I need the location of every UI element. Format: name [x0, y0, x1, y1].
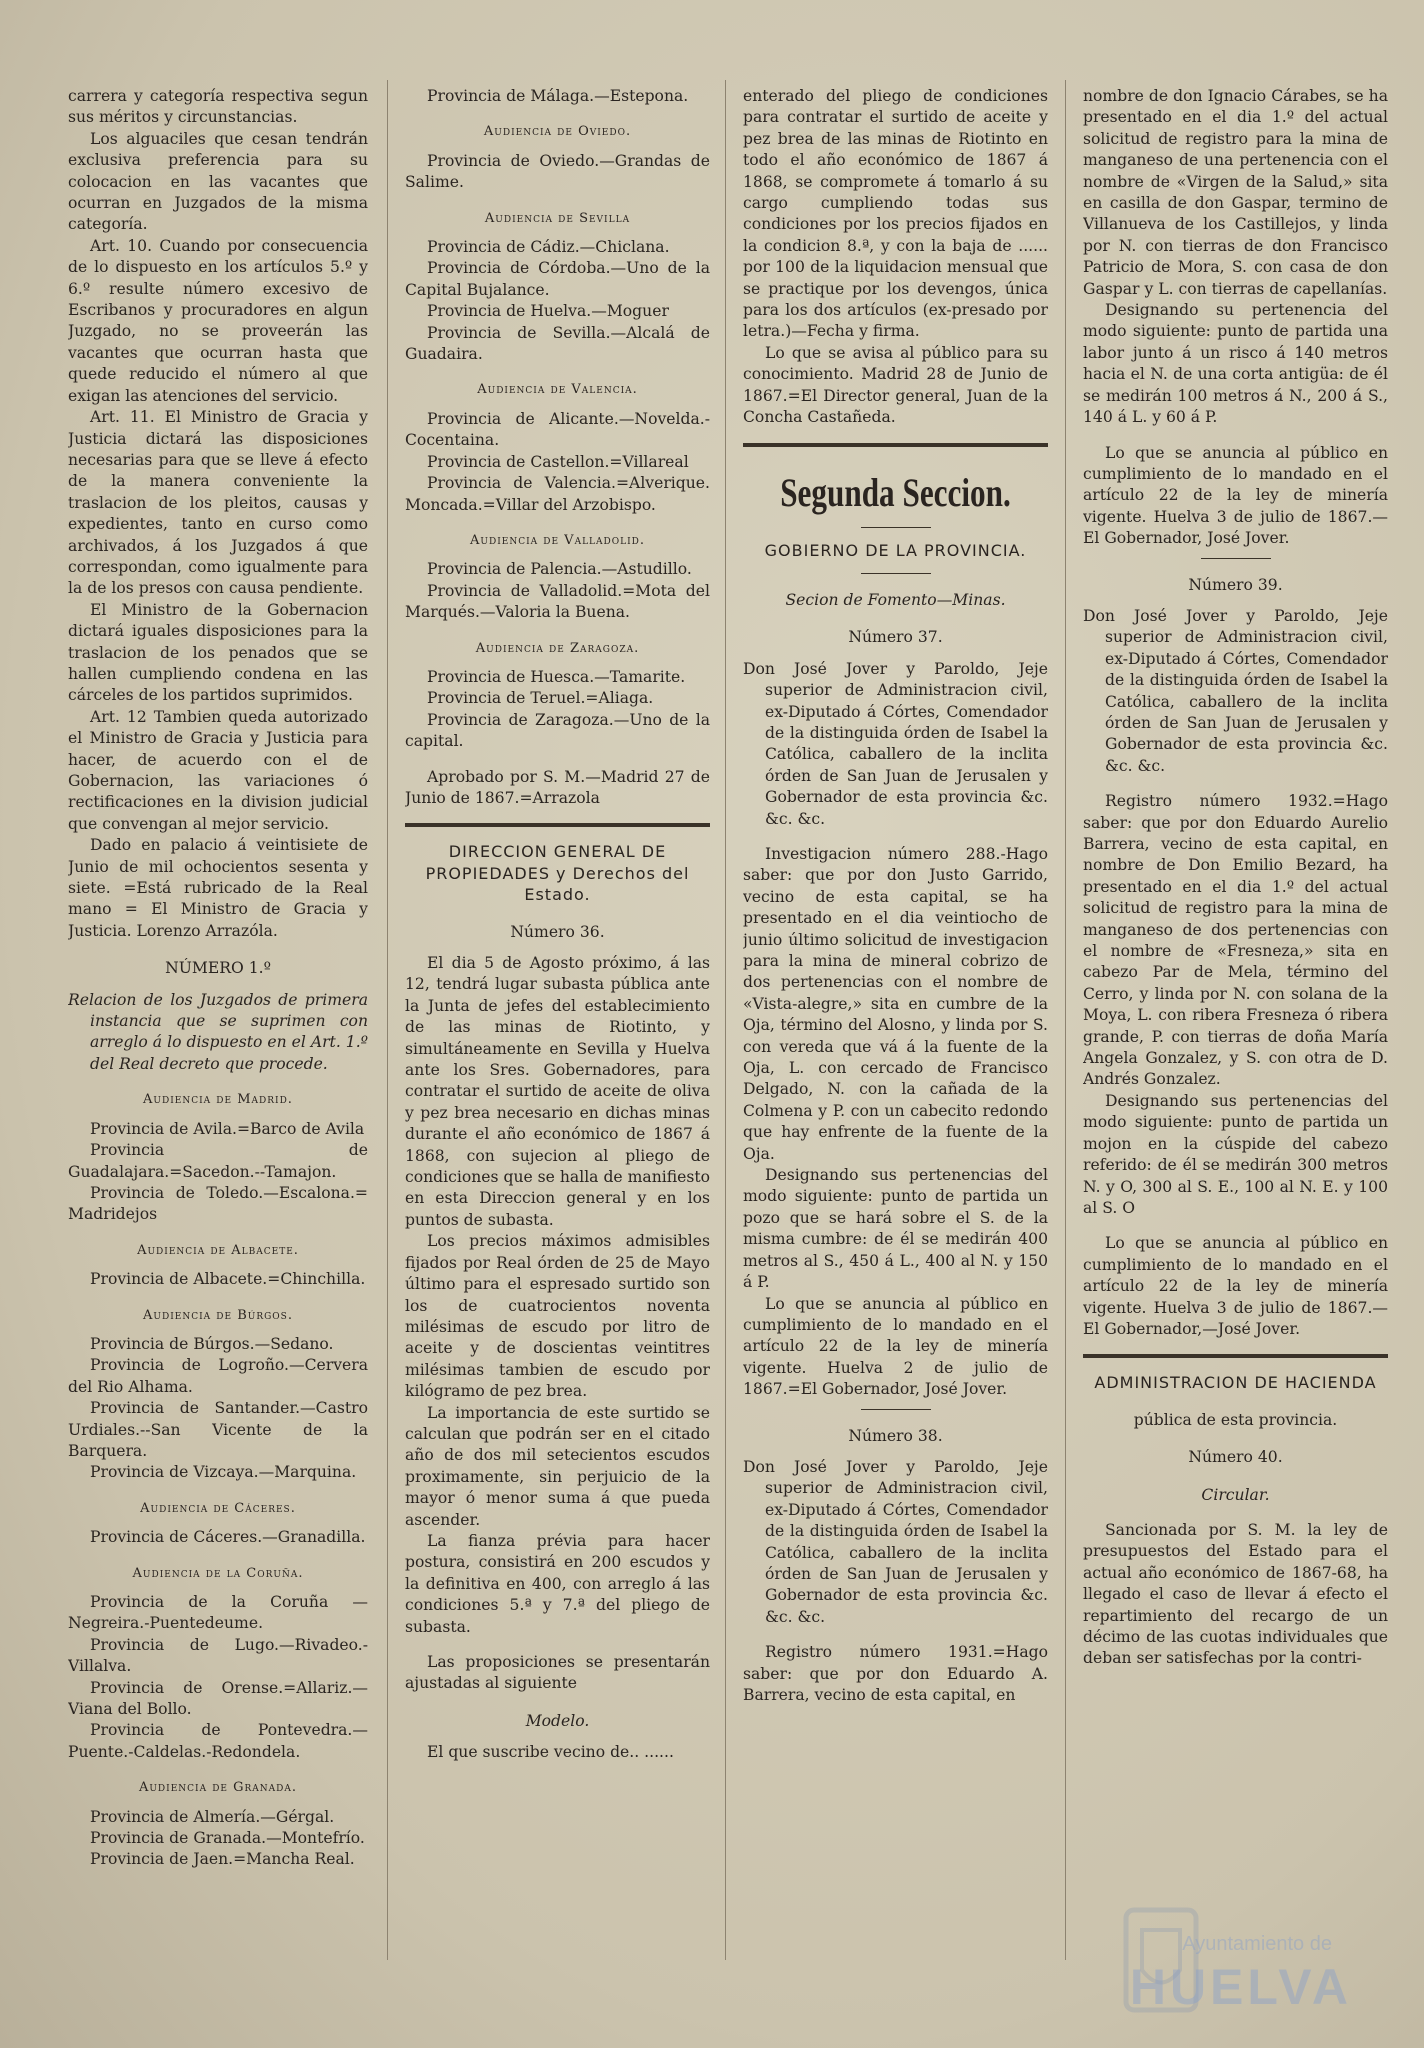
- column-divider: [1065, 80, 1066, 1960]
- paragraph: Aprobado por S. M.—Madrid 27 de Junio de 1867.=Arrazola: [405, 767, 710, 807]
- section-heading: Modelo.: [525, 1711, 590, 1730]
- paragraph: Designando sus pertenencias del modo siguiente: punto de partida un pozo que se hará sobre el S. de la misma cumbre: de él se medirán 400 metros al S., 450 á L., 400 al N. y 150 á P.: [743, 1166, 1048, 1292]
- paragraph: Art. 12 Tambien queda autorizado el Ministro de Gracia y Justicia para hacer, de acuerdo con el de Gobernacion, las variaciones ó rectificaciones en la division judicial que convengan al mejor servicio.: [68, 707, 368, 833]
- watermark-line-1: Ayuntamiento de: [1182, 1933, 1332, 1955]
- section-heading: GOBIERNO DE LA PROVINCIA.: [764, 540, 1027, 560]
- section-heading: Segunda Seccion.: [780, 469, 1011, 515]
- column-3: [743, 86, 1048, 1966]
- paragraph: carrera y categoría respectiva segun sus méritos y circunstancias.: [68, 87, 368, 127]
- short-rule: [861, 573, 931, 574]
- watermark-line-2: HUELVA: [1129, 1959, 1352, 2015]
- section-rule: [743, 443, 1048, 447]
- section-heading: Número 37.: [848, 628, 943, 647]
- paragraph: La fianza prévia para hacer postura, consistirá en 200 escudos y la definitiva en 400, con arreglo á las condiciones 5.ª y 7.ª del pliego de subasta.: [405, 1531, 710, 1636]
- paragraph: Provincia de Toledo.—Escalona.= Madridejos: [68, 1183, 368, 1224]
- paragraph: Provincia de Pontevedra.—Puente.-Caldelas.-Redondela.: [68, 1721, 368, 1761]
- paragraph: El Ministro de la Gobernacion dictará iguales disposiciones para la traslacion de los penados que se hallen cumpliendo condena en las cárceles de los partidos suprimidos.: [68, 600, 368, 705]
- paragraph: Provincia de la Coruña —Negreira.-Puentedeume.: [68, 1593, 368, 1633]
- audiencia-heading: Audiencia de la Coruña.: [132, 1565, 304, 1581]
- audiencia-heading: Audiencia de Albacete.: [137, 1242, 299, 1258]
- paragraph: Investigacion número 288.-Hago saber: que por don Justo Garrido, vecino de esta capital, se ha presentado en el dia veintiocho de junio último solicitud de investigacion para la mina de mineral cobrizo de dos pertenencias con el nombre de «Vista-alegre,» sita en cumbre de la Oja, término del Alosno, y linda por S. con vereda que vá á la fuente de la Oja, L. con cercado de Francisco Delgado, N. con la cañada de la Colmena y P. con un cabecito redondo que hay enfrente de la fuente de la Oja.: [743, 844, 1048, 1163]
- paragraph: Provincia de Sevilla.—Alcalá de Guadaira.: [405, 323, 710, 364]
- paragraph: Las proposiciones se presentarán ajustadas al siguiente: [405, 1653, 710, 1693]
- paragraph: Provincia de Almería.—Gérgal.: [90, 1807, 335, 1826]
- paragraph: Provincia de Zaragoza.—Uno de la capital.: [405, 710, 710, 751]
- section-heading: Número 38.: [848, 1426, 943, 1445]
- paragraph: Lo que se anuncia al público en cumplimiento de lo mandado en el artículo 22 de la ley de minería vigente. Huelva 3 de julio de 1867.—El Gobernador, José Jover.: [1083, 443, 1388, 548]
- section-rule: [1083, 1354, 1388, 1358]
- paragraph: Art. 10. Cuando por consecuencia de lo dispuesto en los artículos 5.º y 6.º resulte número excesivo de Escribanos y procuradores en algun Juzgado, no se proveerán las vacantes que ocurran hasta que quede reducido el número al que exigan las atenciones del servicio.: [68, 236, 368, 405]
- paragraph: Provincia de Albacete.=Chinchilla.: [90, 1270, 366, 1289]
- paragraph: Designando sus pertenencias del modo siguiente: punto de partida un mojon en la cúspide del cabezo referido: de él se medirán 300 metros N. y O, 300 al S. E., 100 al N. E. y 100 al S. O: [1083, 1091, 1388, 1217]
- audiencia-heading: Audiencia de Granada.: [138, 1780, 298, 1796]
- section-heading: Circular.: [1201, 1485, 1270, 1504]
- paragraph: Lo que se anuncia al público en cumplimiento de lo mandado en el artículo 22 de la ley de minería vigente. Huelva 3 de julio de 1867.—El Gobernador,—José Jover.: [1083, 1234, 1388, 1338]
- paragraph: Provincia de Cáceres.—Granadilla.: [90, 1528, 366, 1547]
- paragraph: Provincia de Granada.—Montefrío.: [90, 1829, 365, 1848]
- paragraph: Art. 11. El Ministro de Gracia y Justicia dictará las disposiciones necesarias para que se lleve á efecto de la manera conveniente la traslacion de los pleitos, causas y expedientes, tanto en curso como archivados, á los Juzgados á que correspondan, como igualmente para la de los presos con causa pendiente.: [68, 408, 368, 598]
- section-heading: pública de esta provincia.: [1133, 1410, 1338, 1429]
- column-divider: [725, 80, 726, 1960]
- paragraph: Provincia de Palencia.—Astudillo.: [427, 560, 692, 579]
- paragraph: Don José Jover y Paroldo, Jeje superior de Administracion civil, ex-Diputado á Córtes, Comendador de la distinguida órden de Isabel la Católica, caballero de la inclita órden de San Juan de Jerusalen y Gobernador de esta provincia &c. &c. &c.: [1083, 606, 1388, 775]
- paragraph: Don José Jover y Paroldo, Jeje superior de Administracion civil, ex-Diputado á Córtes, Comendador de la distinguida órden de Isabel la Católica, caballero de la inclita órden de San Juan de Jerusalen y Gobernador de esta provincia &c. &c. &c.: [743, 1457, 1048, 1626]
- section-heading: Número 39.: [1188, 575, 1283, 594]
- paragraph: Provincia de Huesca.—Tamarite.: [427, 667, 686, 686]
- paragraph: El dia 5 de Agosto próximo, á las 12, tendrá lugar subasta pública ante la Junta de jefes del establecimiento de las minas de Riotinto, y simultáneamente en Sevilla y Huelva ante los Sres. Gobernadores, para contratar el surtido de aceite de oliva y pez brea necesario en dichas minas durante el año económico de 1867 á 1868, con sujecion al pliego de condiciones que se halla de manifiesto en esta Direccion general y en los puntos de subasta.: [405, 954, 710, 1229]
- paragraph: enterado del pliego de condiciones para contratar el surtido de aceite y pez brea de las minas de Riotinto en todo el año económico de 1867 á 1868, se compromete á tomarlo á su cargo cumpliendo todas sus condiciones por los precios fijados en la condicion 8.ª, y con la baja de ...... por 100 de la liquidacion mensual que se practique por los devengos, única para los dos artículos (ex-presado por letra.)—Fecha y firma.: [743, 87, 1048, 341]
- paragraph: Provincia de Cádiz.—Chiclana.: [427, 238, 670, 257]
- paragraph: Lo que se avisa al público para su conocimiento. Madrid 28 de Junio de 1867.=El Director general, Juan de la Concha Castañeda.: [743, 343, 1048, 427]
- short-rule: [861, 1409, 931, 1410]
- paragraph: Los precios máximos admisibles fijados por Real órden de 25 de Mayo último para el espresado surtido son los de cuatrocientos noventa milésimas de escudo por litro de aceite y de doscientas veintitres milésimas tambien de escudo por kilógramo de pez brea.: [405, 1232, 710, 1401]
- paragraph: Provincia de Huelva.—Moguer: [427, 302, 669, 321]
- paragraph: Registro número 1931.=Hago saber: que por don Eduardo A. Barrera, vecino de esta capital, en: [743, 1643, 1048, 1704]
- short-rule: [1201, 558, 1271, 559]
- audiencia-heading: Audiencia de Valencia.: [477, 382, 638, 398]
- paragraph: Provincia de Málaga.—Estepona.: [427, 87, 689, 105]
- audiencia-heading: Audiencia de Valladolid.: [470, 532, 645, 548]
- paragraph: Dado en palacio á veintisiete de Junio de mil ochocientos sesenta y siete. =Está rubricado de la Real mano = El Ministro de Gracia y Justicia. Lorenzo Arrazóla.: [68, 836, 368, 940]
- paragraph: El que suscribe vecino de.. ......: [427, 1743, 674, 1762]
- paragraph: Provincia de Valencia.=Alverique. Moncada.=Villar del Arzobispo.: [405, 474, 710, 514]
- section-heading: Número 40.: [1188, 1448, 1283, 1467]
- paragraph: Provincia de Avila.=Barco de Avila: [90, 1119, 365, 1138]
- short-rule: [861, 527, 931, 528]
- paragraph: Don José Jover y Paroldo, Jeje superior de Administracion civil, ex-Diputado á Córtes, Comendador de la distinguida órden de Isabel la Católica, caballero de la inclita órden de San Juan de Jerusalen y Gobernador de esta provincia &c. &c. &c.: [743, 659, 1048, 828]
- audiencia-heading: Audiencia de Oviedo.: [483, 124, 632, 140]
- paragraph: Provincia de Córdoba.—Uno de la Capital Bujalance.: [405, 259, 710, 299]
- paragraph: Provincia de Alicante.—Novelda.-Cocentaina.: [405, 409, 710, 450]
- audiencia-heading: Audiencia de Sevilla: [484, 210, 631, 226]
- section-heading: DIRECCION GENERAL DE PROPIEDADES y Derechos del Estado.: [425, 842, 690, 905]
- paragraph: Provincia de Logroño.—Cervera del Rio Alhama.: [68, 1356, 368, 1396]
- paragraph: Provincia de Orense.=Allariz.—Viana del Bollo.: [68, 1678, 368, 1719]
- paragraph: Relacion de los Juzgados de primera instancia que se suprimen con arreglo á lo dispuesto en el Art. 1.º del Real decreto que procede.: [68, 990, 368, 1073]
- paragraph: Provincia de Teruel.=Aliaga.: [427, 689, 654, 708]
- audiencia-heading: Audiencia de Búrgos.: [143, 1307, 293, 1323]
- audiencia-heading: Audiencia de Cáceres.: [140, 1500, 296, 1516]
- paragraph: Provincia de Vizcaya.—Marquina.: [90, 1463, 357, 1482]
- paragraph: La importancia de este surtido se calculan que podrán ser en el citado año de dos mil setecientos escudos proximamente, sin perjuicio de la mayor ó menor suma á que pueda ascender.: [405, 1403, 710, 1529]
- section-heading: NÚMERO 1.º: [165, 959, 271, 978]
- column-4: [1083, 86, 1388, 1966]
- section-rule: [405, 823, 710, 827]
- paragraph: Designando su pertenencia del modo siguiente: punto de partida una labor junto á un risco á 140 metros hacia el N. de una corta antigüa: de él se medirán 100 metros á N., 200 á S., 140 á L. y 60 á P.: [1083, 301, 1388, 427]
- paragraph: Provincia de Valladolid.=Mota del Marqués.—Valoria la Buena.: [405, 581, 710, 622]
- paragraph: Provincia de Guadalajara.=Sacedon.--Tamajon.: [68, 1141, 368, 1181]
- column-divider: [387, 80, 388, 1960]
- paragraph: Provincia de Oviedo.—Grandas de Salime.: [405, 151, 710, 192]
- paragraph: Sancionada por S. M. la ley de presupuestos del Estado para el actual año económico de 1867-68, ha llegado el caso de llevar á efecto el repartimiento del recargo de un décimo de las cuotas individuales que deban ser satisfechas por la contri-: [1083, 1520, 1388, 1668]
- paragraph: Provincia de Búrgos.—Sedano.: [90, 1334, 334, 1353]
- audiencia-heading: Audiencia de Madrid.: [143, 1092, 293, 1108]
- audiencia-heading: Audiencia de Zaragoza.: [475, 640, 640, 656]
- column-2: [405, 86, 710, 1966]
- paragraph: Lo que se anuncia al público en cumplimiento de lo mandado en el artículo 22 de la ley de minería vigente. Huelva 2 de julio de 1867.=El Gobernador, José Jover.: [743, 1294, 1048, 1399]
- paragraph: Provincia de Jaen.=Mancha Real.: [90, 1850, 355, 1869]
- paragraph: Los alguaciles que cesan tendrán exclusiva preferencia para su colocacion en las vacantes que ocurran en Juzgados de la misma categoría.: [68, 129, 368, 234]
- section-heading: Secion de Fomento—Minas.: [785, 590, 1006, 609]
- paragraph: Provincia de Castellon.=Villareal: [427, 452, 689, 471]
- paragraph: Provincia de Santander.—Castro Urdiales.--San Vicente de la Barquera.: [68, 1399, 368, 1460]
- section-heading: Número 36.: [510, 922, 605, 941]
- paragraph: nombre de don Ignacio Cárabes, se ha presentado en el dia 1.º del actual solicitud de registro para la mina de manganeso de una pertenencia con el nombre de «Virgen de la Salud,» sita en casilla de don Gaspar, termino de Villanueva de los Castillejos, y linda por N. con tierras de don Francisco Patricio de Mora, S. con casa de don Gaspar y L. con tierras de capellanías.: [1083, 87, 1388, 298]
- column-1: [68, 86, 368, 1966]
- paragraph: Provincia de Lugo.—Rivadeo.-Villalva.: [68, 1635, 368, 1676]
- section-heading: ADMINISTRACION DE HACIENDA: [1094, 1373, 1377, 1393]
- paragraph: Registro número 1932.=Hago saber: que por don Eduardo Aurelio Barrera, vecino de esta capital, en nombre de Don Emilio Bezard, ha presentado en el dia 1.º del actual solicitud de registro para la mina de manganeso de dos pertenencias con el nombre de «Fresneza,» sita en cabezo Par de Mela, término del Cerro, y linda por N. con solana de la Moya, L. con ribera Fresneza ó ribera grande, P. con tierras de doña María Angela Gonzalez, y S. con otra de D. Andrés Gonzalez.: [1083, 792, 1388, 1089]
